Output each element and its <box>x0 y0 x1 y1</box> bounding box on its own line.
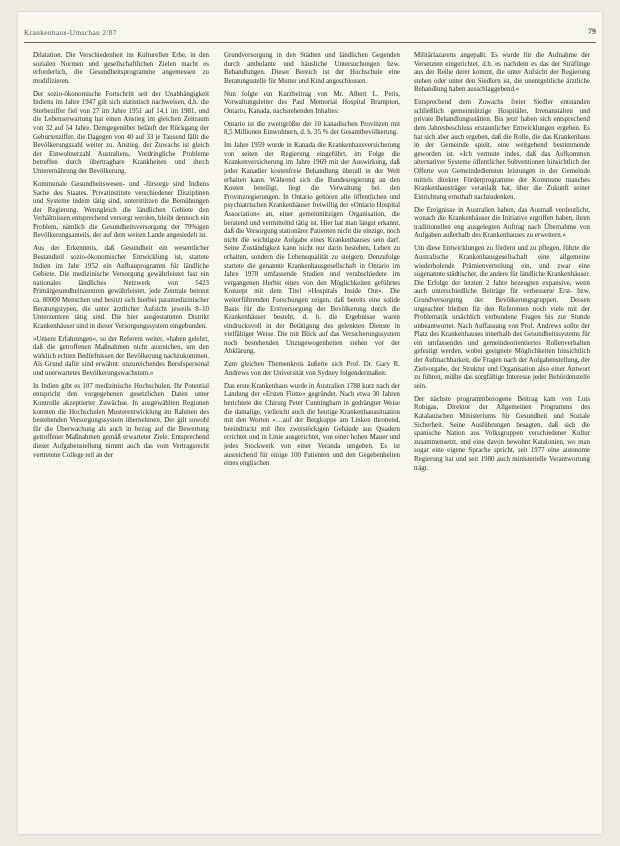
paragraph: Um diese Entwicklungen zu fördern und zu pflegen, führte die Australische Krankenhausgesellschaft eine allgemeine wiederholende Prämienverteilung ein, und zwar eine sogenannte städtischer, die andere für ländliche Krankenhäuser. Die Erfolge der letzten 2 Jahre bezeugten expansive, wenn auch unterschiedliche Beiträge für verbesserte Erst- bzw. Grundversorgung der Bevölkerungsgruppen. Dessen ungeachtet bleiben für den Referenten noch viele mit der Problematik ursächlich verbundene Fragen bis zur Stunde unbeantwortet. Nach Auffassung von Prof. Andrews sollte der Platz des Krankenhauses innerhalb des Gesundheitssystems für ein umfassendes und gemeindeorientiertes Rollenverhalten gefestigt werden, wobei geeignete Möglichkeiten hinsichtlich der Aufmachbarkeit, die Fragen nach der Aufgabenstellung, der Zielvorgabe, der Struktur und Organisation also einer Antwort zu führen, müßte das sorgfältige Interesse jeder Behördenstelle sein. <box>414 245 590 390</box>
header-rule <box>24 42 596 43</box>
paragraph: Kommunale Gesundheitswesen- und -fürsorge sind Indiens Sache des Staates. Privatinstitute verschiedener Disziplinen und Systeme indem tätig sind, unterstützen die Bemühungen der Regierung. Wenngleich die ländlichen Gebiete den Verhältnissen entsprechend versorgt werden, bleibt dennoch ein Problem, nämlich die Gesundheitsversorgung der 79%igen Bevölkerungsanteils, der auf dem weiten Lande angesiedelt ist. <box>33 180 209 240</box>
document-page <box>18 12 602 834</box>
paragraph: »Unsere Erfahrungen«, so der Referent weiter, »haben gelehrt, daß die getroffenen Maßnahmen nicht ausreichen, um den wirklich echten Bedürfnissen der Bevölkerung nachzukommen. Als Grund dafür sind erwähnt: unzureichendes Berufspersonal und unerwartetes Bevölkerungswachstum.« <box>33 335 209 377</box>
paragraph: Aus der Erkenntnis, daß Gesundheit ein wesentlicher Bestandteil sozio-ökonomischer Entwicklung ist, startete Indien im Jahr 1952 ein Aufbauprogramm für ländliche Gebiete. Die medizinische Versorgung gewährleistet fast ein nationales ländliches Netzwerk von 5423 Primärgesundheitszentren gewährleistet, jede Zentrale betreut ca. 80000 Menschen und besitzt sich hierbei paramedizinischer Beratungstypen, die unter ärztlicher Aufsicht jeweils 8–10 Unterzentren tätig sind. Die hier ausgestatteten Distrikt Krankenhäuser sind in dieser Versorgungssystem eingebunden. <box>33 245 209 330</box>
paragraph: Die Ereignisse in Australien haben, das Ausmaß verdeutlicht, wonach die Krankenhäuser die Initiative ergriffen haben, ihren traditionellen eng ausgelegten Auftrag nach Übernahme von Aufgaben außerhalb des Krankenhauses zu erweitern.« <box>414 206 590 240</box>
text-column-2 <box>224 52 400 824</box>
paragraph: Grundversorgung in den Städten und ländlichen Gegenden durch ambulante und häusliche Untersuchungen bzw. Behandlungen. Dieser Bereich ist der Hochschule eine Beratungsstelle für Mutter und Kind angeschlossen. <box>224 52 400 85</box>
paragraph: Ontario ist die zweitgrößte der 10 kanadischen Provinzen mit 8,5 Millionen Einwohnern, d. h. 35 % der Gesamtbevölkerung. <box>224 120 400 137</box>
journal-title: Krankenhaus-Umschau 2/87 <box>24 28 117 37</box>
page-number: 79 <box>588 27 596 36</box>
running-header <box>24 28 596 40</box>
paragraph: Zum gleichen Themenkreis äußerte sich Prof. Dr. Gary R. Andrews von der Universität von Sydney folgendermaßen: <box>224 361 400 377</box>
paragraph: Entsprechend dem Zuwachs freier Siedler entstanden schließlich gemeinnützige Hospitäler, Irrenanstalten und private Behandlungsstätten. Bis jetzt haben sich entsprechend dem Jahresbeschluss erstaunlicher Entwicklungen ergeben. Es hat sich aber auch ergeben, daß die Rolle, die das Krankenhaus in der Gemeinde spielt, eine weitgehend bestimmende geworden ist. »Ich vermute indes, daß das Aufkommen alternativer Systeme öffentlicher Subventionen hinsichtlich der Offerte von Gemeindediensten leistungen in der Gemeinde mittels direkter Förderprogramme der Kommune manches Krankenhausträger veranlaßt hat, über die Zukunft seiner Einrichtung ernsthaft nachzudenken. <box>414 99 590 201</box>
paragraph: Das erste Krankenhaus wurde in Australien 1788 kurz nach der Landung der »Ersten Flotte« gegründet. Nach etwa 30 Jahren berichtete der Chirurg Peter Cunningham in gedrängter Weise die damalige, vielleicht auch die heutige Krankenhaussituation mit den Worten »…auf der Bergkuppe am Linken thronend, beeindruckt mit ihre zweistöckigen Gebäude aus Quadern errichtet und in Linie ausgerichtet, von einer hohen Mauer und jedes Stockwerk von einer Veranda umgeben. Es ist ausreichend für einige 100 Patienten und den Gegebenheiten eines englischen <box>224 382 400 468</box>
paragraph: Im Jahre 1959 wurde in Kanada die Krankenhausversicherung von seiten der Regierung eingeführt, im Folge die Krankenversicherung im Jahre 1969 mit der Auswirkung, daß jeder Kanadier kostenfreie Behandlung überall in der Welt erhalten kann. Während sich die Bundesregierung an den Kosten beteiligt, liegt die Verwaltung bei den Provinzregierungen. In Ontario gehören alle öffentlichen und psychiatrischen Krankenhäuser freiwillig der »Ontario Hospital Association« an, einer gemeinnützigen Organisation, die beratend und vermittelnd tätig ist. Hier hat man längst erkannt, daß die Versorgung stationärer Patienten nicht die einzige, noch nicht die wichtigste Aufgabe eines Krankenhauses sein darf. Seine Zuständigkeit kann nicht nur darin bestehen, Leben zu erhalten, sondern die Lebensqualität zu steigern. Denzufolge startete die genannte Krankenhausgesellschaft in Ontario im Jahre 1978 umfassende Studien und verabschiedete im vergangenen Herbst eines von den Möglichkeiten geführtes Konzept mit dem Titel »Hospitals Inside Out«. Die weiterführenden Forschungen zeigen, daß bereits eine solide Basis für die Erstversorgung der Bevölkerung durch die Krankenhäuser besteht, d. h. die Ergebnisse waren eindrucksvoll in der Betätigung des gelenkten Dienste in vielfältiger Weise. Die mit Blick auf das Versicherungssystem noch bestehenden Unzugewogenheiten stehen vor der Abklärung. <box>224 142 400 356</box>
paragraph: Militärlazaretts angepaßt. Es wurde für die Aufnahme der Versetzten eingerichtet, d.h. es nachdem es das der Sträflinge aus der Reihe derer kommt, die unter Aufsicht der Regierung stehen oder unter den Siedlern ist, die unentgeltliche ärztliche Behandlung haben ausschlaggebend.« <box>414 52 590 94</box>
text-column-1 <box>33 52 209 824</box>
paragraph: Nun folgte ein Kurzbeitrag von Mr. Albert L. Peris, Vorwaltungsleiter des Paul Memorial Hospital Brampton, Ontario, Kanada, nachstehenden Inhaltes: <box>224 90 400 115</box>
text-column-3 <box>414 52 590 824</box>
paragraph: Der nächste programmbezogene Beitrag kam von Luis Robigas, Direktor der Allgemeinen Programms des Katalanischen Ministeriums für Gesundheit und Soziale Sicherheit. Seine Ausführungen besagten, daß sich die spanische Nation aus Volksgruppen verschiedener Kultur zusammensetzt, und eine davon bewohnt Katalonien, wo man sogar eine eigene Sprache spricht, seit 1977 eine autonome Regierung hat und seit 1980 auch ministerielle Verantwortung trägt. <box>414 395 590 472</box>
paragraph: Der sozio-ökonomische Fortschritt seit der Unabhängigkeit Indiens im Jahre 1947 gilt sich statistisch nachweisen, d.h. die Sterbeziffer fiel von 27 im Jahre 1951 auf 14,1 im 1981, und die Lebenserwartung hat einen Anstieg im gleichen Zeitraum von 32 auf 54 Jahre. Demgegenüber beläuft der Rückgang der Geburtenziffer, die Dagegen von 40 auf 33 je Tausend fällt die Bevölkerungszahl weiter zu. Anstieg. der Zuwachs ist gleich der Einwohnerzahl Australiens. Vordringliche Probleme betreffen durch übertragbare Krankheiten und durch Unterernährung der Bevölkerung. <box>33 90 209 176</box>
paragraph: Dilatation. Die Verschiedenheit im Kulturellen Erbe, in den sozialen Normen und gesellschaftlichen Zielen macht es erforderlich, die Gesundheitsprogramme angemessen zu modifizieren. <box>33 52 209 85</box>
paragraph: In Indien gibt es 107 medizinische Hochschulen. Ihr Potential entspricht den vorgegebenen gesetzlichen Daten unter Kontrolle akzeptierter Zuwächse. In ausgewählten Regionen konnten die Hochschulen Musterentwicklung im Rahmen des bestehenden Versorgungssystem übernehmen. Der gilt sowohl für die Überwachung als auch in bezug auf die Bewertung getroffener Maßnahmen gemäß erwarteter Ziele. Entsprechend dieser Aufgabenstellung nimmt auch das vom Vertragsrecht vertretene College teil an der <box>33 382 209 459</box>
